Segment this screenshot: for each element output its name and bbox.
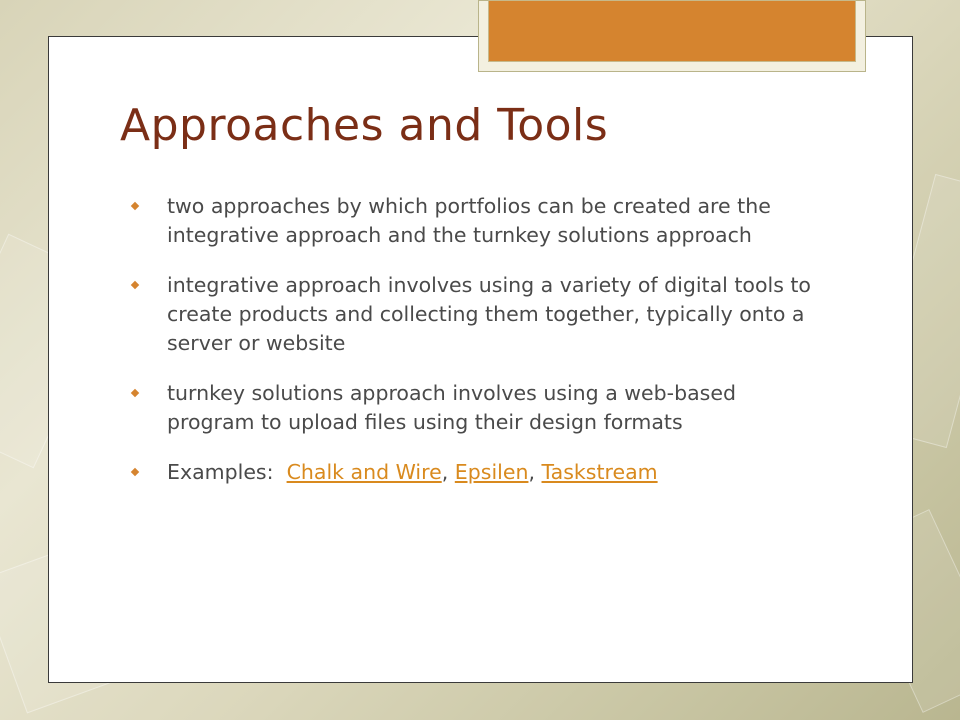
- examples-label: Examples:: [167, 460, 274, 484]
- bullet-list: [130, 192, 820, 508]
- bullet-text: two approaches by which portfolios can be created are the integrative approach and the turnkey solutions approach: [167, 194, 771, 247]
- diamond-bullet-icon: [131, 468, 139, 476]
- diamond-bullet-icon: [131, 202, 139, 210]
- slide-title: Approaches and Tools: [120, 100, 609, 151]
- bullet-item: [130, 192, 820, 250]
- bullet-text: integrative approach involves using a variety of digital tools to create products and collecting them together, typically onto a server or website: [167, 273, 811, 355]
- link-taskstream[interactable]: Taskstream: [541, 460, 658, 484]
- bullet-item: [130, 271, 820, 358]
- link-epsilen[interactable]: Epsilen: [454, 460, 529, 484]
- bullet-item: [130, 379, 820, 437]
- link-separator: ,: [528, 460, 535, 484]
- accent-block: [488, 0, 856, 62]
- diamond-bullet-icon: [131, 389, 139, 397]
- link-chalk-and-wire[interactable]: Chalk and Wire: [286, 460, 442, 484]
- bullet-item-examples: [130, 458, 820, 487]
- bullet-text: turnkey solutions approach involves using a web-based program to upload files using their design formats: [167, 381, 736, 434]
- diamond-bullet-icon: [131, 281, 139, 289]
- link-separator: ,: [441, 460, 449, 484]
